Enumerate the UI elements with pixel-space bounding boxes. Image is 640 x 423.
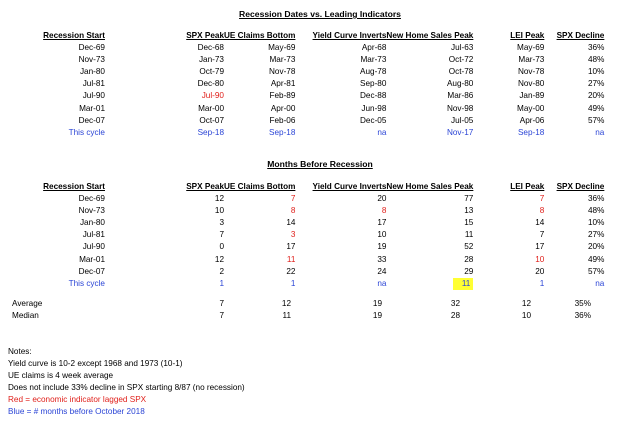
- table-cell: Mar-73: [518, 55, 545, 65]
- column-header: Yield Curve Inverts: [312, 182, 387, 191]
- note-line: Red = economic indicator lagged SPX: [8, 395, 147, 405]
- table-cell: Oct-79: [199, 67, 224, 77]
- table-cell: 28: [450, 311, 460, 321]
- table-row: [0, 205, 604, 217]
- column-header: UE Claims Bottom: [224, 182, 296, 191]
- spacer-cell: [105, 54, 160, 66]
- table-cell: 7: [219, 311, 224, 321]
- table-cell: Nov-78: [269, 67, 296, 77]
- table-row: [0, 266, 604, 278]
- table-cell: 17: [286, 242, 296, 252]
- table-cell: 3: [219, 218, 224, 228]
- table-cell: 10: [521, 311, 531, 321]
- column-header: SPX Peak: [186, 31, 224, 40]
- table-cell: 1: [219, 278, 224, 288]
- column-header: Recession Start: [43, 182, 105, 191]
- table-cell: 1: [290, 278, 296, 288]
- table-cell: Jan-73: [198, 55, 224, 65]
- table-cell: 29: [464, 266, 474, 276]
- table-cell: 17: [377, 218, 387, 228]
- summary-stats-table: [0, 298, 591, 322]
- table-cell: 13: [464, 206, 474, 216]
- table-row: [0, 229, 604, 241]
- spacer-cell: [105, 298, 160, 310]
- table-cell: Nov-73: [78, 55, 105, 65]
- table-cell: Oct-78: [448, 67, 474, 77]
- column-header: New Home Sales Peak: [386, 31, 474, 40]
- table1-title: Recession Dates vs. Leading Indicators: [239, 9, 401, 19]
- table-cell: Mar-01: [79, 103, 105, 113]
- table-cell: Nov-98: [446, 103, 474, 113]
- spacer-cell: [105, 78, 160, 90]
- table-cell: 12: [214, 194, 224, 204]
- table-row: [0, 66, 604, 78]
- table-cell: Jul-05: [451, 115, 474, 125]
- table-cell: 11: [282, 311, 291, 321]
- table-cell: 35%: [574, 299, 591, 308]
- table-cell: Mar-00: [198, 103, 224, 113]
- table-cell: 20%: [587, 242, 605, 252]
- table-cell: 36%: [587, 43, 605, 53]
- table-cell: Mar-86: [447, 91, 474, 101]
- table-cell: 48%: [587, 55, 605, 65]
- table-row: [0, 310, 591, 322]
- table-cell: 10: [214, 206, 224, 216]
- table-cell: 28: [464, 254, 474, 264]
- table-row: [0, 217, 604, 229]
- table-cell: Median: [12, 311, 39, 321]
- table-cell: 77: [464, 194, 474, 204]
- table-cell: Jul-81: [82, 79, 105, 89]
- table-cell: 14: [535, 218, 545, 228]
- table-cell: 36%: [587, 194, 605, 204]
- spacer-cell: [105, 66, 160, 78]
- table-cell: Jan-80: [79, 67, 105, 77]
- table-cell: 20: [377, 194, 387, 204]
- recession-dates-table: [0, 30, 604, 139]
- table-cell: 19: [372, 311, 382, 321]
- table-cell: 32: [450, 299, 460, 308]
- table-cell: 14: [286, 218, 296, 228]
- column-header: SPX Peak: [186, 182, 224, 191]
- table-cell: 7: [219, 230, 224, 240]
- table-cell: Dec-07: [78, 266, 105, 276]
- spacer-cell: [105, 310, 160, 322]
- table-cell: Jul-63: [451, 43, 474, 53]
- table-row: [0, 254, 604, 266]
- months-before-recession-table: [0, 181, 604, 290]
- table-cell: Dec-68: [197, 43, 224, 53]
- table-cell: May-00: [517, 103, 545, 113]
- table-cell: 12: [521, 299, 531, 308]
- table-cell: na: [595, 278, 605, 288]
- notes-section: [8, 346, 245, 419]
- table-cell: Jun-98: [361, 103, 387, 113]
- table-cell: Apr-00: [270, 103, 296, 113]
- table-cell: 12: [281, 299, 291, 308]
- table-row: [0, 90, 604, 102]
- table-cell: 17: [535, 242, 545, 252]
- table-cell: Apr-68: [361, 43, 387, 53]
- table2-title: Months Before Recession: [267, 159, 373, 169]
- table-cell: 27%: [587, 230, 605, 240]
- table-row: [0, 127, 604, 139]
- table-cell: Nov-80: [517, 79, 545, 89]
- table-cell: 49%: [587, 254, 605, 264]
- spacer-cell: [105, 181, 160, 193]
- note-line: Yield curve is 10-2 except 1968 and 1973 (10-1): [8, 359, 183, 369]
- table-cell: [386, 278, 473, 290]
- table-cell: Mar-73: [269, 55, 296, 65]
- note-line: UE claims is 4 week average: [8, 371, 114, 381]
- table-cell: Sep-18: [197, 127, 224, 137]
- table-cell: 11: [464, 230, 474, 240]
- table-cell: Sep-18: [517, 127, 545, 137]
- table-cell: 19: [372, 299, 382, 308]
- table-cell: This cycle: [68, 127, 105, 137]
- table-cell: 8: [539, 206, 545, 216]
- table-cell: Oct-72: [448, 55, 474, 65]
- table-cell: 3: [290, 230, 296, 240]
- table-row: [0, 241, 604, 253]
- note-line: Notes:: [8, 347, 32, 356]
- table-cell: Jul-90: [82, 91, 105, 101]
- table-cell: 52: [464, 242, 474, 252]
- table-cell: Average: [12, 299, 43, 308]
- table-cell: Mar-01: [79, 254, 105, 264]
- table-cell: 33: [377, 254, 387, 264]
- table-cell: Dec-69: [78, 43, 105, 53]
- table-cell: Aug-78: [360, 67, 387, 77]
- table-cell: Jan-89: [519, 91, 545, 101]
- table-cell: 10%: [587, 67, 605, 77]
- table-cell: 7: [290, 194, 296, 204]
- column-header: Yield Curve Inverts: [312, 31, 387, 40]
- table-cell: Nov-73: [78, 206, 105, 216]
- column-header: LEI Peak: [510, 182, 545, 191]
- table-cell: 8: [290, 206, 296, 216]
- table-cell: Feb-89: [269, 91, 296, 101]
- table-cell: Nov-78: [517, 67, 545, 77]
- table-cell: Apr-81: [270, 79, 296, 89]
- table-cell: 48%: [587, 206, 605, 216]
- table-cell: 0: [219, 242, 224, 252]
- table-cell: Jul-81: [82, 230, 105, 240]
- table-cell: This cycle: [68, 278, 105, 288]
- note-line: Blue = # months before October 2018: [8, 407, 145, 417]
- table-cell: 49%: [587, 103, 605, 113]
- table-cell: Dec-69: [78, 194, 105, 204]
- table-cell: 20%: [587, 91, 605, 101]
- table-row: [0, 103, 604, 115]
- table-row: [0, 193, 604, 205]
- table-cell: 7: [539, 194, 545, 204]
- table-cell: 15: [464, 218, 474, 228]
- table-cell: 36%: [574, 311, 591, 321]
- spacer-cell: [105, 241, 160, 253]
- table-cell: Dec-05: [360, 115, 387, 125]
- table-cell: 12: [214, 254, 224, 264]
- table-cell: 22: [286, 266, 296, 276]
- table-cell: 19: [377, 242, 387, 252]
- column-header: New Home Sales Peak: [386, 182, 474, 191]
- spacer-cell: [105, 103, 160, 115]
- spacer-cell: [105, 42, 160, 54]
- spacer-cell: [105, 193, 160, 205]
- table-cell: Sep-18: [269, 127, 296, 137]
- table-row: [0, 54, 604, 66]
- table-cell: 57%: [587, 115, 605, 125]
- table-cell: 10%: [587, 218, 605, 228]
- table-cell: Jan-80: [79, 218, 105, 228]
- table-cell: 10: [377, 230, 387, 240]
- table-row: [0, 115, 604, 127]
- table-cell: 20: [535, 266, 545, 276]
- column-header: UE Claims Bottom: [224, 31, 296, 40]
- table-cell: na: [377, 127, 387, 137]
- table-cell: na: [595, 127, 605, 137]
- table-cell: 11: [286, 254, 296, 264]
- table-cell: Jul-90: [82, 242, 105, 252]
- table-cell: 2: [219, 266, 224, 276]
- table-cell: Sep-80: [360, 79, 387, 89]
- table-cell: 24: [377, 266, 387, 276]
- table-cell: Dec-07: [78, 115, 105, 125]
- spacer-cell: [105, 30, 160, 42]
- table-cell: Mar-73: [360, 55, 387, 65]
- note-line: Does not include 33% decline in SPX starting 8/87 (no recession): [8, 383, 245, 393]
- table-cell: na: [377, 278, 387, 288]
- spacer-cell: [105, 115, 160, 127]
- table-cell: Feb-06: [269, 115, 296, 125]
- table-cell: 27%: [587, 79, 605, 89]
- table-row: [0, 278, 604, 290]
- table-cell: 8: [381, 206, 387, 216]
- table-cell: Dec-88: [360, 91, 387, 101]
- spacer-cell: [105, 254, 160, 266]
- table-cell: 7: [219, 299, 224, 308]
- table-cell: Dec-80: [197, 79, 224, 89]
- spacer-cell: [105, 229, 160, 241]
- table-cell: Aug-80: [446, 79, 474, 89]
- table-row: [0, 78, 604, 90]
- column-header: Recession Start: [43, 31, 105, 40]
- table-cell: 10: [535, 254, 545, 264]
- table-cell: 1: [539, 278, 545, 288]
- table-cell: Jul-90: [201, 91, 224, 101]
- spacer-cell: [105, 217, 160, 229]
- table-cell: 7: [539, 230, 545, 240]
- spacer-cell: [105, 205, 160, 217]
- column-header: LEI Peak: [510, 31, 545, 40]
- table-cell: 57%: [587, 266, 605, 276]
- table-row: [0, 298, 591, 310]
- table-cell: May-69: [268, 43, 296, 53]
- spacer-cell: [105, 266, 160, 278]
- spacer-cell: [105, 278, 160, 290]
- column-header: SPX Decline: [556, 31, 605, 40]
- spacer-cell: [105, 90, 160, 102]
- table-cell: Apr-06: [519, 115, 545, 125]
- table-cell: Oct-07: [199, 115, 224, 125]
- column-header: SPX Decline: [556, 182, 605, 191]
- table-row: [0, 42, 604, 54]
- table-cell: May-69: [517, 43, 545, 53]
- spacer-cell: [105, 127, 160, 139]
- highlighted-value: 11: [453, 278, 474, 290]
- table-cell: Nov-17: [446, 127, 474, 137]
